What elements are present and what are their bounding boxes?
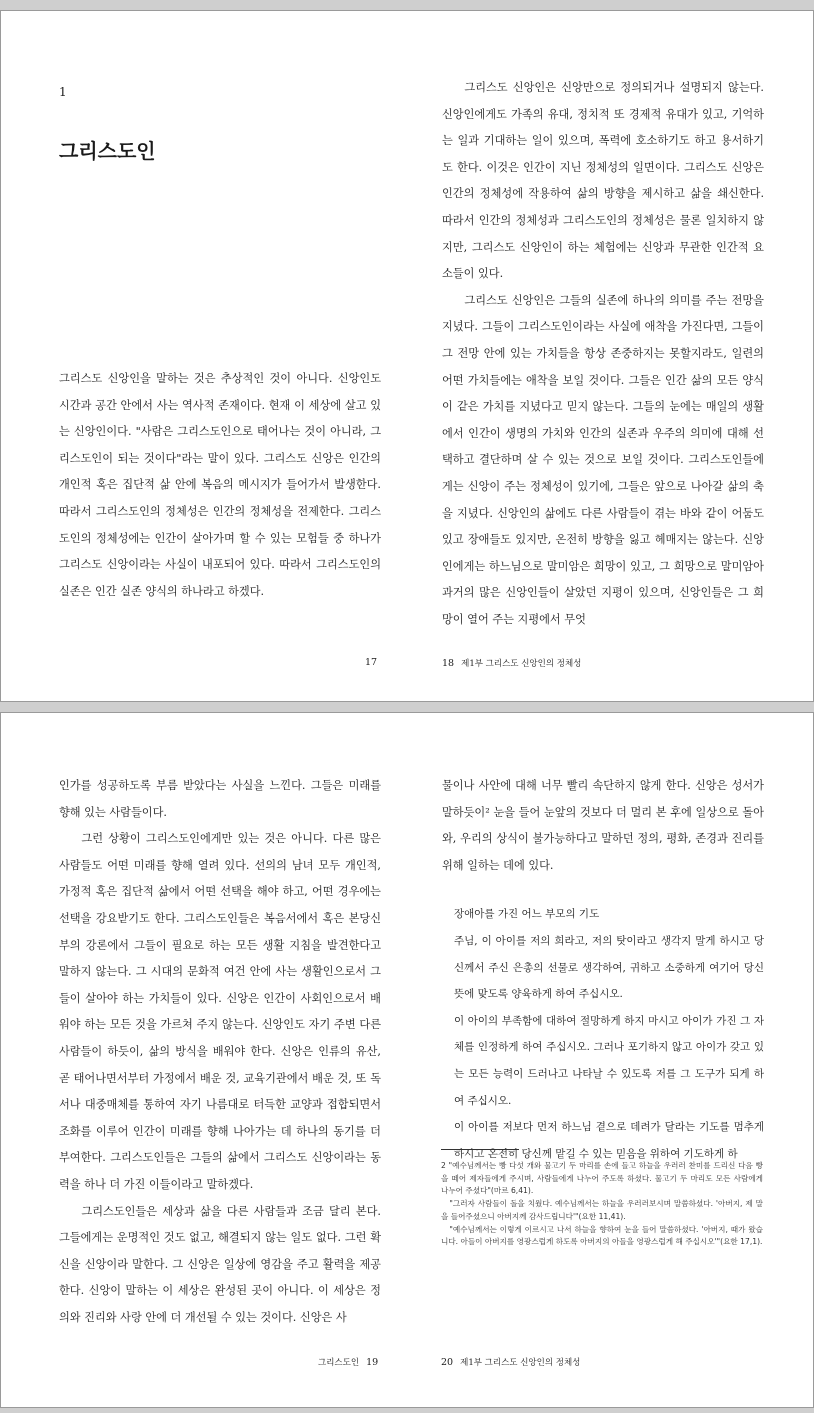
page-17-body	[59, 366, 381, 605]
page-18-footer	[442, 657, 585, 669]
running-head: 제1부 그리스도 신앙인의 정체성	[460, 1358, 581, 1368]
body-paragraph: 그리스도 신앙인은 신앙만으로 정의되거나 설명되지 않는다. 신앙인에게도 가족의 유대, 정치적 또 경제적 유대가 있고, 기억하는 일과 기대하는 일이 있으며, 폭력에 호소하기도 하고 용서하기도 한다. 이것은 인간이 지닌 정체성의 일면이다. 그리스도 신앙은 인간의 정체성에 작용하여 삶의 방향을 제시하고 삶을 쇄신한다. 따라서 인간의 정체성과 그리스도인의 정체성은 물론 일치하지 않지만, 그리스도 신앙인이 하는 체험에는 신앙과 무관한 인간적 요소들이 있다.	[442, 81, 764, 281]
running-head: 그리스도인	[318, 1358, 360, 1368]
footnotes	[441, 1160, 763, 1249]
footnote: "예수님께서는 이렇게 이르시고 나서 하늘을 향하여 눈을 들어 말씀하셨다. '아버지, 때가 왔습니다. 아들이 아버지를 영광스럽게 하도록 아버지의 아들을 영광스럽게 해 주십시오'"(요한 17,1).	[441, 1224, 763, 1247]
chapter-title: 그리스도인	[59, 139, 156, 163]
body-paragraph: 그런 상황이 그리스도인에게만 있는 것은 아니다. 다른 많은 사람들도 어떤 미래를 향해 열려 있다. 선의의 남녀 모두 개인적, 가정적 혹은 집단적 삶에서 어떤 선택을 해야 하고, 어떤 경우에는 선택을 강요받기도 한다. 그리스도인들은 복음서에서 혹은 본당신부의 강론에서 그들이 필요로 하는 모든 생활 지침을 발견한다고 말하지 않는다. 그 시대의 문화적 여건 안에 사는 생활인으로서 그들이 살아야 하는 가치들이 있다. 신앙은 인간이 사회인으로서 배워야 하는 모든 것을 가르쳐 주지 않는다. 신앙인도 자기 주변 다른 사람들이 하듯이, 삶의 방식을 배워야 한다. 신앙은 인류의 유산, 곧 태어나면서부터 가정에서 배운 것, 교육기관에서 배운 것, 또 독서나 대중매체를 통하여 자기 나름대로 터득한 교양과 접합되면서 조화를 이루어 인간이 미래를 향해 나아가는 데 하나의 동기를 더 부여한다. 그리스도인들은 그들의 삶에서 그리스도 신앙이라는 동력을 하나 더 가진 이들이라고 말하겠다.	[59, 832, 381, 1191]
body-paragraph: 그리스도 신앙인을 말하는 것은 추상적인 것이 아니다. 신앙인도 시간과 공간 안에서 사는 역사적 존재이다. 현재 이 세상에 살고 있는 신앙인이다. "사람은 그리스도인으로 태어나는 것이 아니라, 그리스도인이 되는 것이다"라는 말이 있다. 그리스도 신앙은 인간의 개인적 혹은 집단적 삶 안에 복음의 메시지가 들어가서 발생한다. 따라서 그리스도인의 정체성은 인간의 정체성을 전제한다. 그리스도인의 정체성에는 인간이 살아가며 할 수 있는 모험들 중 하나가 그리스도 신앙이라는 사실이 내포되어 있다. 따라서 그리스도인의 실존은 인간 실존 양식의 하나라고 하겠다.	[59, 372, 381, 598]
page-20-body	[442, 773, 764, 1167]
prayer-line: 이 아이의 부족함에 대하여 절망하게 하지 마시고 아이가 가진 그 자체를 인정하게 하여 주십시오. 그러나 포기하지 않고 아이가 갖고 있는 모든 능력이 드러나고 나타날 수 있도록 저를 그 도구가 되게 하여 주십시오.	[454, 1014, 764, 1107]
body-paragraph: 그리스도 신앙인은 그들의 실존에 하나의 의미를 주는 전망을 지녔다. 그들이 그리스도인이라는 사실에 애착을 가진다면, 그들이 그 전망 안에 있는 가치들을 항상 존중하지는 못할지라도, 일련의 어떤 가치들에는 애착을 보일 것이다. 그들은 인간 삶의 모든 양식이 같은 가치를 지녔다고 믿지 않는다. 그들의 눈에는 매일의 생활에서 인간이 생명의 가치와 인간의 실존과 우주의 의미에 대해 선택하고 결단하며 살 수 있는 것으로 보일 것이다. 그리스도인들에게는 신앙이 주는 정체성이 있기에, 그들은 앞으로 나아갈 삶의 축을 지녔다. 신앙인의 삶에도 다른 사람들이 겪는 바와 같이 어둠도 있고 장애들도 있지만, 온전히 방향을 잃고 헤매지는 않는다. 신앙인에게는 하느님으로 말미암은 희망이 있고, 그 희망으로 말미암아 과거의 많은 신앙인들이 살았던 지평이 있으며, 신앙인들은 그 희망이 열어 주는 지평에서 무엇	[442, 293, 764, 626]
page-number-17: 17	[365, 657, 378, 668]
page-19-body	[59, 773, 381, 1331]
page-19-footer	[314, 1356, 378, 1368]
page-18-body	[442, 75, 764, 633]
footnote-rule	[441, 1149, 519, 1150]
body-paragraph: 물이나 사안에 대해 너무 빨리 속단하지 않게 한다. 신앙은 성서가 말하듯이² 눈을 들어 눈앞의 것보다 더 멀리 본 후에 일상으로 돌아와, 우리의 상식이 불가능하다고 말하던 정의, 평화, 존경과 진리를 위해 일하는 데에 있다.	[442, 779, 764, 872]
body-paragraph: 인가를 성공하도록 부름 받았다는 사실을 느낀다. 그들은 미래를 향해 있는 사람들이다.	[59, 779, 381, 819]
body-paragraph: 그리스도인들은 세상과 삶을 다른 사람들과 조금 달리 본다. 그들에게는 운명적인 것도 없고, 해결되지 않는 일도 없다. 그런 확신을 신앙이라 말한다. 그 신앙은 일상에 영감을 주고 활력을 제공한다. 신앙이 말하는 이 세상은 완성된 곳이 아니다. 이 세상은 정의와 진리와 사랑 안에 더 개선될 수 있는 것이다. 신앙은 사	[59, 1204, 381, 1324]
book-spread-pages-17-18	[0, 10, 814, 702]
prayer-line: 이 아이를 저보다 먼저 하느님 곁으로 데려가 달라는 기도를 멈추게 하시고 온전히 당신께 맡길 수 있는 믿음을 위하여 기도하게 하	[454, 1121, 764, 1160]
book-spread-pages-19-20	[0, 712, 814, 1408]
page-number-20: 20	[441, 1357, 454, 1368]
footnote: "그러자 사람들이 돌을 치웠다. 예수님께서는 하늘을 우러러보시며 말씀하셨다. '아버지, 제 말을 들어주셨으니 아버지께 감사드립니다'"(요한 11,41).	[441, 1199, 763, 1221]
footnote: 2 "예수님께서는 빵 다섯 개와 물고기 두 마리를 손에 들고 하늘을 우러러 찬미를 드리신 다음 빵을 떼어 제자들에게 주시며, 사람들에게 나누어 주도록 하셨다. 물고기 두 마리도 모든 사람에게 나누어 주셨다"(마르 6,41).	[441, 1161, 763, 1196]
page-number-18: 18	[442, 658, 455, 669]
page-20-footer	[441, 1356, 584, 1368]
prayer-title: 장애아를 가진 어느 부모의 기도	[454, 908, 600, 921]
page-number-19: 19	[366, 1357, 379, 1368]
prayer-line: 주님, 이 아이를 저의 희라고, 저의 탓이라고 생각지 말게 하시고 당신께서 주신 은총의 선물로 생각하여, 귀하고 소중하게 여기어 당신 뜻에 맞도록 양육하게 하여 주십시오.	[454, 934, 764, 1001]
running-head: 제1부 그리스도 신앙인의 정체성	[461, 659, 582, 669]
chapter-number: 1	[59, 85, 67, 99]
